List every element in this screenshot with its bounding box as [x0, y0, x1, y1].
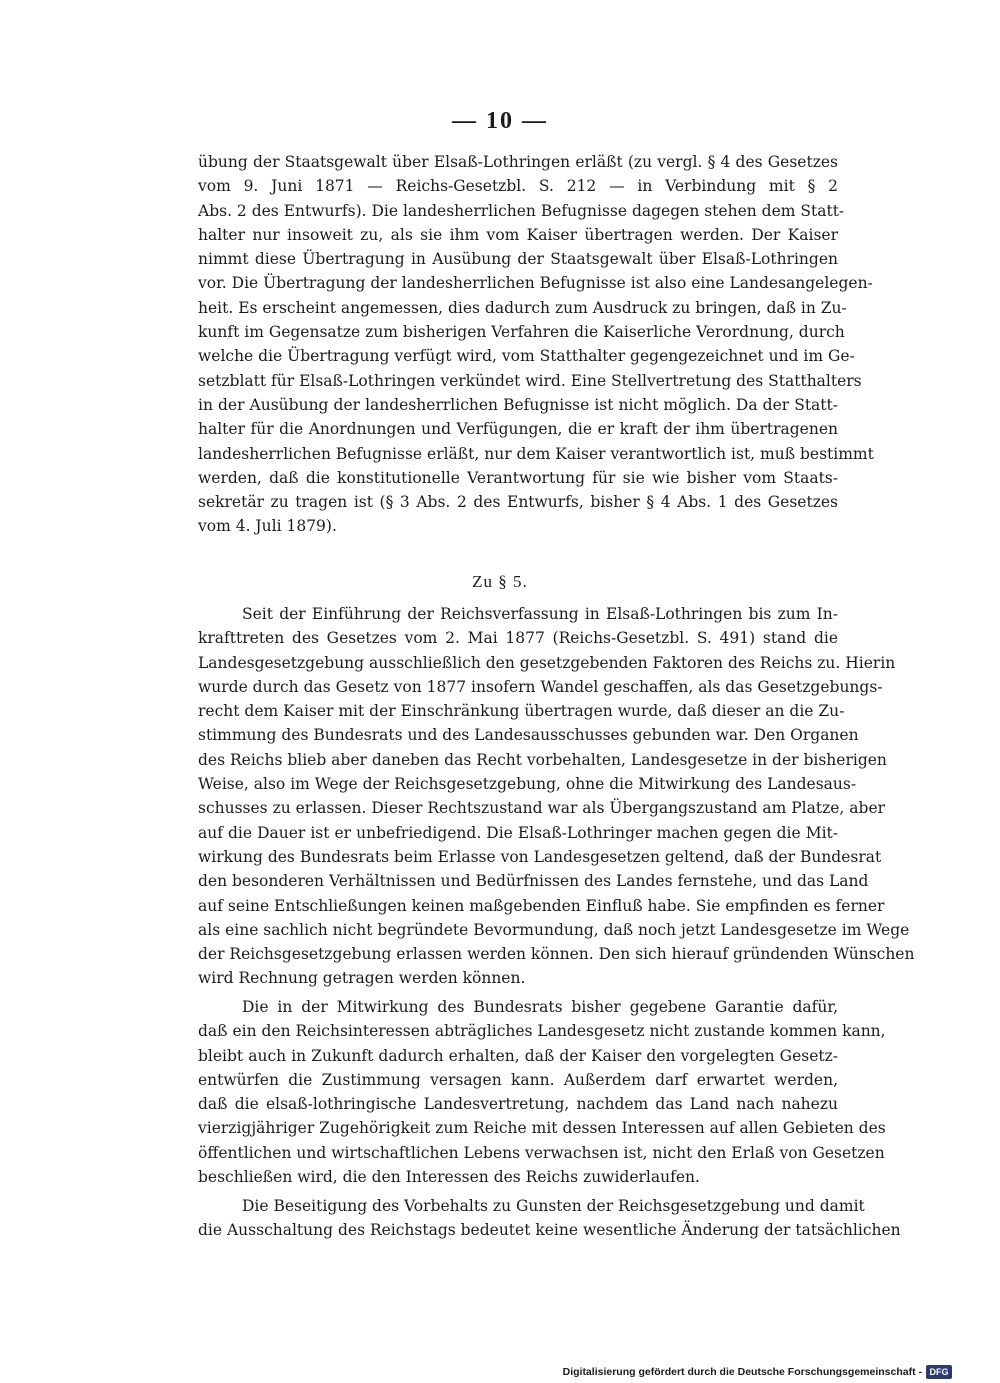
text-line: Weise, also im Wege der Reichsgesetzgebung, ohne die Mitwirkung des Landesaus- — [198, 775, 857, 794]
text-line: vierzigjähriger Zugehörigkeit zum Reiche mit dessen Interessen auf allen Gebieten des — [198, 1119, 886, 1138]
text-line: der Reichsgesetzgebung erlassen werden können. Den sich hierauf gründenden Wünschen — [198, 945, 915, 964]
text-line: auf seine Entschließungen keinen maßgebenden Einfluß habe. Sie empfinden es ferner — [198, 896, 885, 915]
text-line: vom 4. Juli 1879). — [198, 517, 337, 536]
paragraph-1 — [198, 602, 915, 991]
text-line: sekretär zu tragen ist (§ 3 Abs. 2 des Entwurfs, bisher § 4 Abs. 1 des Gesetzes — [198, 493, 838, 512]
text-line: nimmt diese Übertragung in Ausübung der Staatsgewalt über Elsaß-Lothringen — [198, 250, 838, 269]
text-line: vom 9. Juni 1871 — Reichs-Gesetzbl. S. 212 — in Verbindung mit § 2 — [198, 177, 838, 196]
text-line: auf die Dauer ist er unbefriedigend. Die Elsaß-Lothringer machen gegen die Mit- — [198, 823, 838, 842]
text-line: öffentlichen und wirtschaftlichen Lebens verwachsen ist, nicht den Erlaß von Gesetzen — [198, 1143, 885, 1162]
section-heading: Zu § 5. — [472, 572, 528, 591]
page-number: — 10 — — [452, 108, 548, 134]
text-line: halter für die Anordnungen und Verfügungen, die er kraft der ihm übertragenen — [198, 420, 838, 439]
paragraph-3 — [198, 1194, 901, 1243]
text-line: krafttreten des Gesetzes vom 2. Mai 1877 (Reichs-Gesetzbl. S. 491) stand die — [198, 629, 838, 648]
text-line: entwürfen die Zustimmung versagen kann. Außerdem darf erwartet werden, — [198, 1070, 838, 1089]
text-line: vor. Die Übertragung der landesherrlichen Befugnisse ist also eine Landesangelegen- — [198, 274, 873, 293]
text-line: werden, daß die konstitutionelle Verantwortung für sie wie bisher vom Staats- — [198, 468, 838, 487]
text-line: recht dem Kaiser mit der Einschränkung übertragen wurde, daß dieser an die Zu- — [198, 702, 845, 721]
text-line: als eine sachlich nicht begründete Bevormundung, daß noch jetzt Landesgesetze im Wege — [198, 920, 910, 939]
text-line: stimmung des Bundesrats und des Landesausschusses gebunden war. Den Organen — [198, 726, 859, 745]
text-line: den besonderen Verhältnissen und Bedürfnissen des Landes fernstehe, und das Land — [198, 872, 869, 891]
text-line: daß die elsaß-lothringische Landesvertretung, nachdem das Land nach nahezu — [198, 1095, 838, 1114]
text-line: wird Rechnung getragen werden können. — [198, 969, 526, 988]
text-line: landesherrlichen Befugnisse erläßt, nur dem Kaiser verantwortlich ist, muß bestimmt — [198, 444, 874, 463]
text-line: des Reichs blieb aber daneben das Recht vorbehalten, Landesgesetze in der bisherigen — [198, 750, 887, 769]
text-line: heit. Es erscheint angemessen, dies dadurch zum Ausdruck zu bringen, daß in Zu- — [198, 298, 847, 317]
text-line: Die in der Mitwirkung des Bundesrats bisher gegebene Garantie dafür, — [242, 998, 838, 1016]
text-line: Abs. 2 des Entwurfs). Die landesherrlichen Befugnisse dagegen stehen dem Statt- — [198, 201, 845, 220]
text-line: übung der Staatsgewalt über Elsaß-Lothringen erläßt (zu vergl. § 4 des Gesetzes — [198, 153, 838, 171]
text-line: bleibt auch in Zukunft dadurch erhalten, daß der Kaiser den vorgelegten Gesetz- — [198, 1046, 838, 1065]
text-line: die Ausschaltung des Reichstags bedeutet keine wesentliche Änderung der tatsächlichen — [198, 1221, 901, 1240]
footer-text: Digitalisierung gefördert durch die Deutsche Forschungsgemeinschaft - — [562, 1366, 922, 1378]
text-line: Die Beseitigung des Vorbehalts zu Gunsten der Reichsgesetzgebung und damit — [242, 1197, 865, 1215]
text-line: schusses zu erlassen. Dieser Rechtszustand war als Übergangszustand am Platze, aber — [198, 799, 886, 818]
footer-credit — [563, 1365, 952, 1379]
dfg-logo-icon: DFG — [926, 1365, 952, 1379]
text-line: Landesgesetzgebung ausschließlich den gesetzgebenden Faktoren des Reichs zu. Hierin — [198, 653, 896, 672]
text-line: setzblatt für Elsaß-Lothringen verkündet wird. Eine Stellvertretung des Statthalters — [198, 371, 862, 390]
text-line: in der Ausübung der landesherrlichen Befugnisse ist nicht möglich. Da der Statt- — [198, 395, 838, 414]
text-line: welche die Übertragung verfügt wird, vom Statthalter gegengezeichnet und im Ge- — [198, 347, 855, 366]
text-line: beschließen wird, die den Interessen des Reichs zuwiderlaufen. — [198, 1168, 700, 1187]
text-line: kunft im Gegensatze zum bisherigen Verfahren die Kaiserliche Verordnung, durch — [198, 323, 845, 342]
text-line: halter nur insoweit zu, als sie ihm vom Kaiser übertragen werden. Der Kaiser — [198, 225, 838, 244]
section-intro-text — [198, 150, 874, 539]
text-line: wirkung des Bundesrats beim Erlasse von Landesgesetzen geltend, daß der Bundesrat — [198, 847, 882, 866]
text-line: daß ein den Reichsinteressen abträgliches Landesgesetz nicht zustande kommen kann, — [198, 1022, 886, 1041]
paragraph-2 — [198, 995, 886, 1189]
text-line: Seit der Einführung der Reichsverfassung in Elsaß-Lothringen bis zum In- — [242, 605, 838, 623]
text-line: wurde durch das Gesetz von 1877 insofern Wandel geschaffen, als das Gesetzgebungs- — [198, 677, 883, 696]
